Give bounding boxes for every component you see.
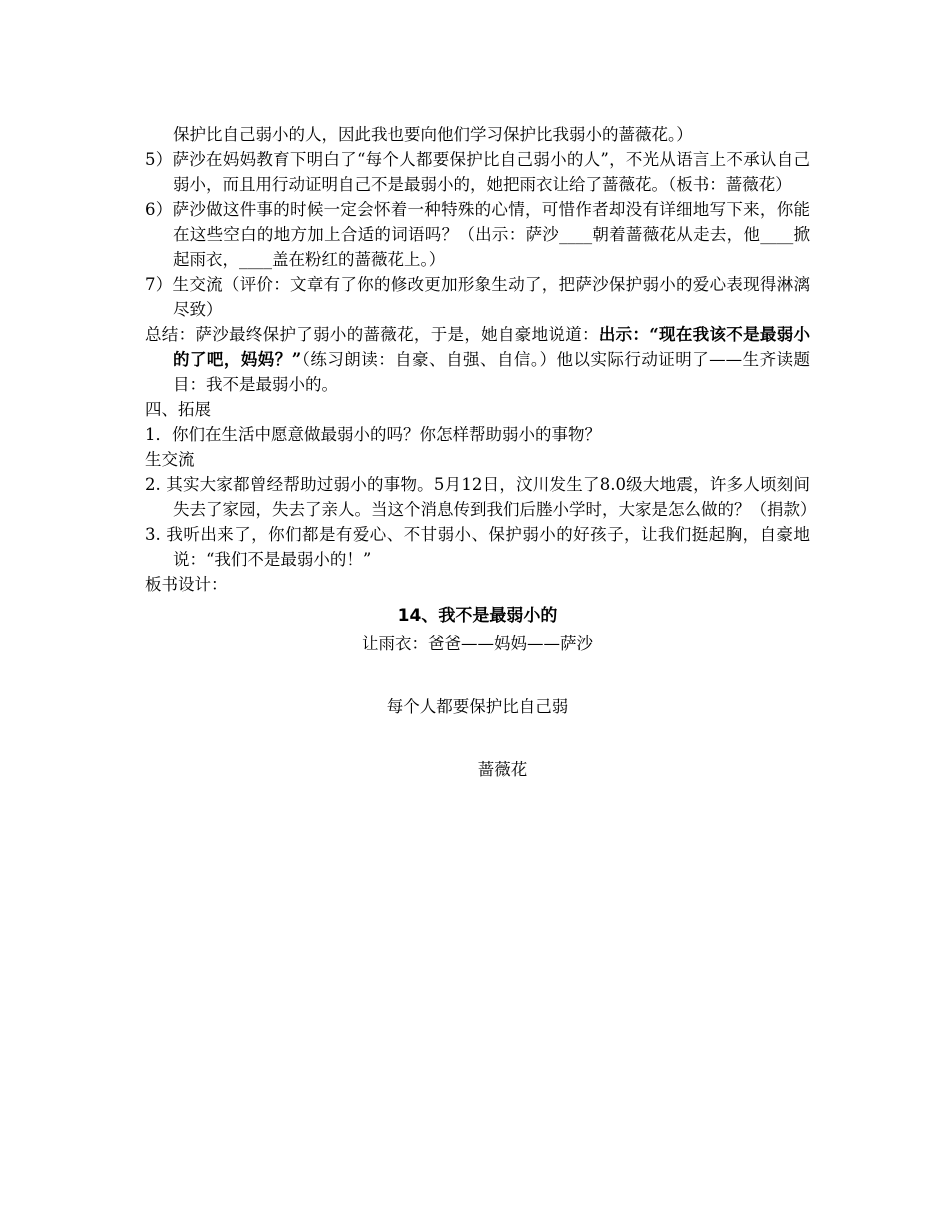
step-7-paragraph: 7）生交流（评价：文章有了你的修改更加形象生动了，把萨沙保护弱小的爱心表现得淋漓尽致） <box>145 275 810 319</box>
extension-item-3: 3. 我听出来了，你们都是有爱心、不甘弱小、保护弱小的好孩子，让我们挺起胸，自豪地说：“我们不是最弱小的！” <box>145 525 810 569</box>
step-5-paragraph: 5）萨沙在妈妈教育下明白了“每个人都要保护比自己弱小的人”，不光从语言上不承认自己弱小，而且用行动证明自己不是最弱小的，她把雨衣让给了蔷薇花。（板书：蔷薇花） <box>145 150 810 194</box>
section-heading-extension: 四、拓展 <box>145 400 211 419</box>
board-line-rose: 蔷薇花 <box>477 760 528 779</box>
board-line-raincoat: 让雨衣：爸爸——妈妈——萨沙 <box>362 634 593 653</box>
paragraph-continuation: 保护比自己弱小的人，因此我也要向他们学习保护比我弱小的蔷薇花。） <box>173 125 693 144</box>
summary-prefix: 总结：萨沙最终保护了弱小的蔷薇花，于是，她自豪地说道： <box>145 325 599 344</box>
board-spacer <box>145 720 810 756</box>
step-6-paragraph: 6）萨沙做这件事的时候一定会怀着一种特殊的心情，可惜作者却没有详细地写下来，你能在这些空白的地方加上合适的词语吗？（出示：萨沙____朝着蔷薇花从走去，他____掀起雨衣，____盖在粉红的蔷薇花上。） <box>145 200 810 269</box>
board-title: 14、我不是最弱小的 <box>397 606 558 626</box>
summary-quote: 出示：“现在我该不是最弱小的了吧，妈妈？” <box>173 325 810 369</box>
document-page <box>145 122 817 783</box>
extension-item-1: 1．你们在生活中愿意做最弱小的吗？你怎样帮助弱小的事物？ <box>145 425 601 444</box>
summary-paragraph <box>145 322 810 397</box>
student-response: 生交流 <box>145 450 195 469</box>
board-line-protect: 每个人都要保护比自己弱 <box>386 697 569 716</box>
extension-item-2: 2. 其实大家都曾经帮助过弱小的事物。5月12日，汶川发生了8.0级大地震，许多人顷刻间失去了家园，失去了亲人。当这个消息传到我们后塍小学时，大家是怎么做的？（捐款） <box>145 475 817 519</box>
summary-suffix: （练习朗读：自豪、自强、自信。）他以实际行动证明了——生齐读题目：我不是最弱小的。 <box>173 350 811 394</box>
board-design-label: 板书设计： <box>145 575 228 594</box>
board-spacer <box>145 657 810 693</box>
